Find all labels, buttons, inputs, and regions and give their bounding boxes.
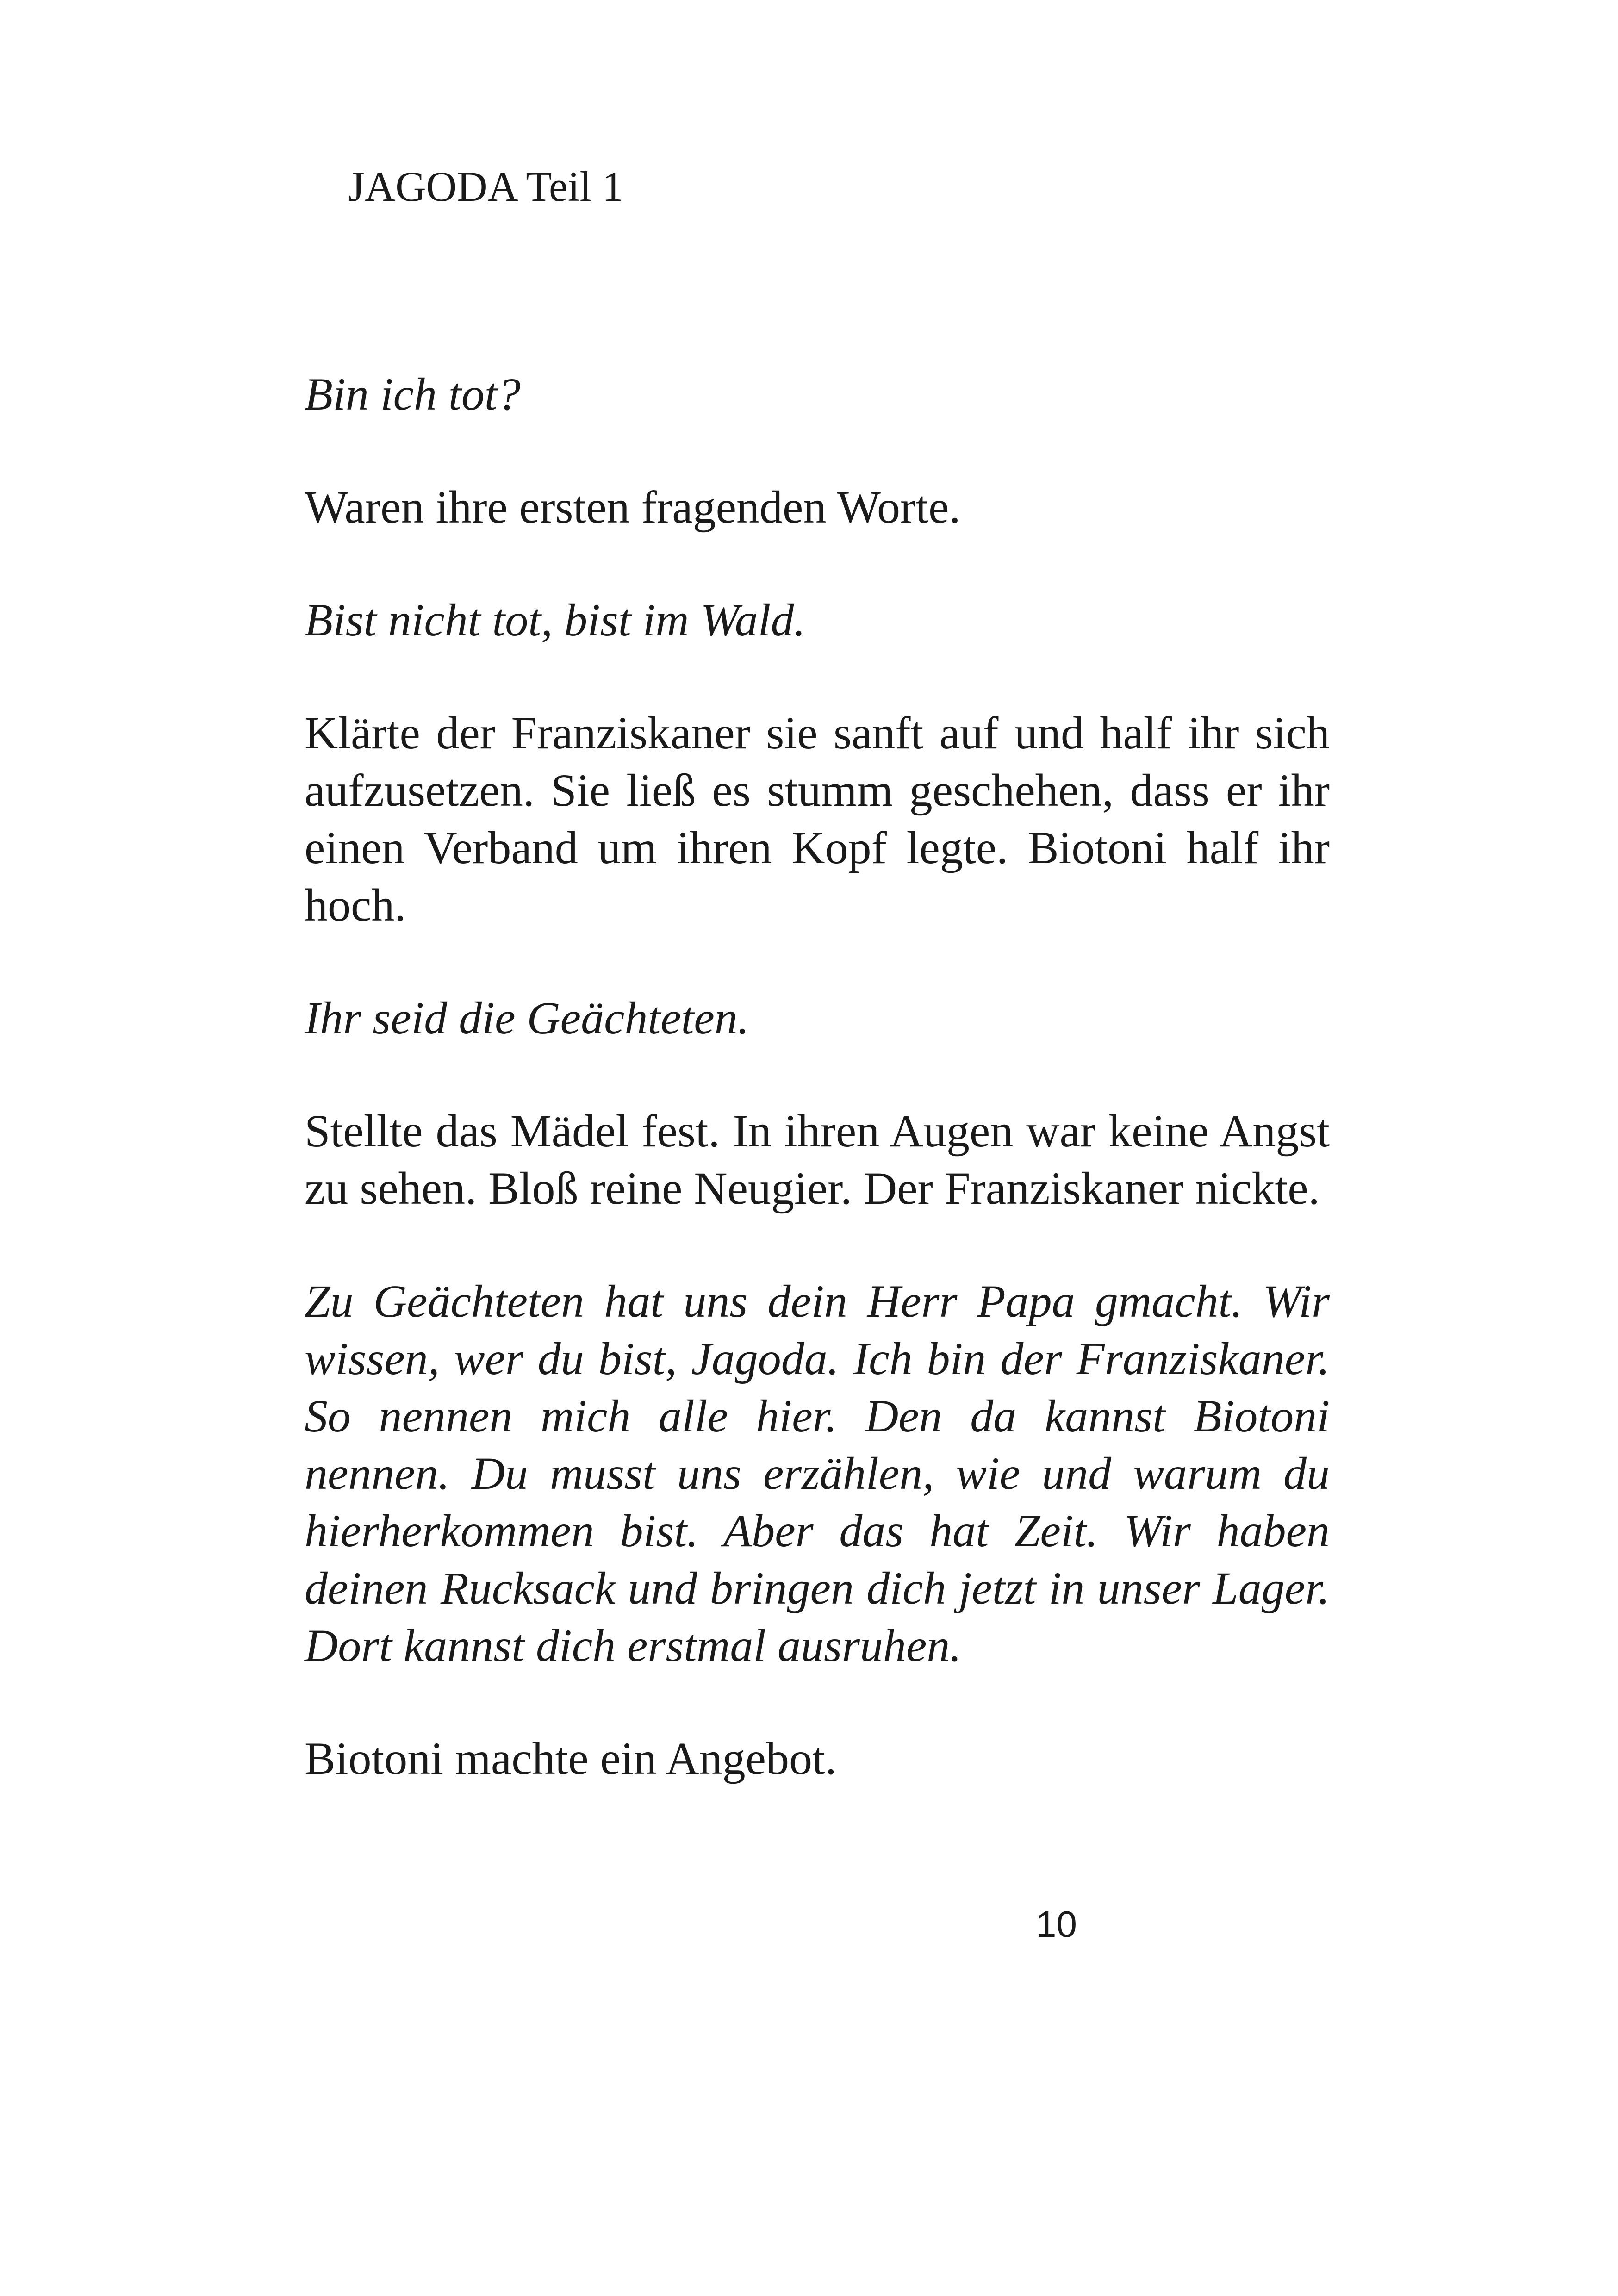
paragraph-dialogue: Zu Geächteten hat uns dein Herr Papa gmacht. Wir wissen, wer du bist, Jagoda. Ich bin der Franziskaner. So nennen mich alle hier. Den da kannst Biotoni nennen. Du musst uns erzählen, wie und warum du hierherkommen bist. Aber das hat Zeit. Wir haben deinen Rucksack und bringen dich jetzt in unser Lager. Dort kannst dich erstmal ausruhen.	[305, 1276, 1330, 1671]
paragraph-narration: Biotoni machte ein Angebot.	[305, 1733, 837, 1784]
page-number: 10	[1036, 1904, 1077, 1945]
paragraph-dialogue: Bin ich tot?	[305, 368, 521, 420]
paragraph-narration: Stellte das Mädel fest. In ihren Augen war keine Angst zu sehen. Bloß reine Neugier. Der Franziskaner nickte.	[305, 1105, 1330, 1214]
paragraph-dialogue: Bist nicht tot, bist im Wald.	[305, 594, 806, 646]
body-text	[305, 366, 1330, 1843]
paragraph-dialogue: Ihr seid die Geächteten.	[305, 992, 749, 1044]
running-header: JAGODA Teil 1	[348, 163, 623, 210]
paragraph-narration: Waren ihre ersten fragenden Worte.	[305, 481, 961, 533]
paragraph-narration: Klärte der Franziskaner sie sanft auf und half ihr sich aufzusetzen. Sie ließ es stumm geschehen, dass er ihr einen Verband um ihren Kopf legte. Biotoni half ihr hoch.	[305, 707, 1330, 931]
